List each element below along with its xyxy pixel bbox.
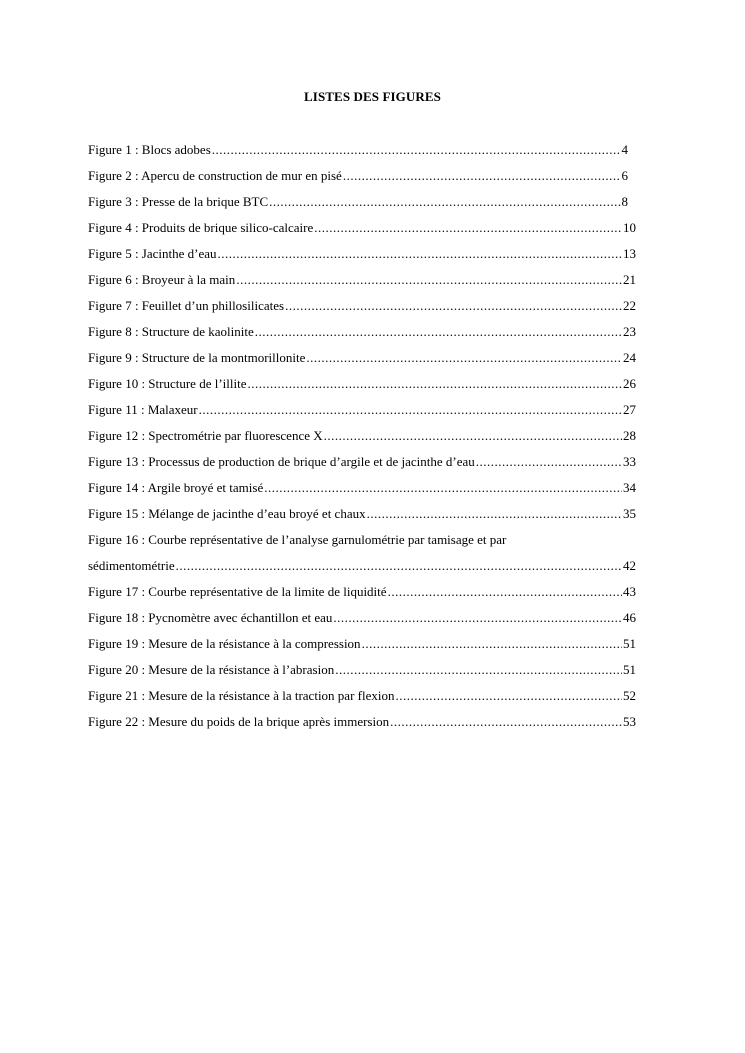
toc-entry-label: Figure 6 : Broyeur à la main <box>88 272 236 287</box>
toc-entry-figure-16[interactable] <box>88 531 636 557</box>
toc-entry-figure-16-continued[interactable] <box>88 557 636 583</box>
toc-entry-figure-21[interactable] <box>88 687 636 713</box>
toc-entry-label: Figure 17 : Courbe représentative de la limite de liquidité <box>88 584 387 599</box>
dot-leader <box>333 609 622 627</box>
toc-entry-page: 24 <box>623 350 636 365</box>
toc-entry-label: Figure 1 : Blocs adobes <box>88 142 211 157</box>
toc-entry-label: Figure 19 : Mesure de la résistance à la compression <box>88 636 361 651</box>
toc-entry-label: Figure 4 : Produits de brique silico-calcaire <box>88 220 314 235</box>
toc-entry-label-continued: sédimentométrie <box>88 558 175 573</box>
toc-entry-page: 52 <box>623 688 636 703</box>
toc-entry-page: 43 <box>623 584 636 599</box>
toc-entry-figure-8[interactable] <box>88 323 636 349</box>
dot-leader <box>236 271 622 289</box>
toc-entry-page: 51 <box>623 636 636 651</box>
toc-entry-figure-22[interactable] <box>88 713 636 739</box>
toc-entry-figure-5[interactable] <box>88 245 636 271</box>
toc-entry-figure-20[interactable] <box>88 661 636 687</box>
dot-leader <box>269 193 620 211</box>
toc-entry-label: Figure 18 : Pycnomètre avec échantillon et eau <box>88 610 333 625</box>
toc-entry-label: Figure 5 : Jacinthe d’eau <box>88 246 217 261</box>
toc-entry-figure-15[interactable] <box>88 505 636 531</box>
figure-list <box>88 141 636 739</box>
toc-entry-page: 35 <box>623 506 636 521</box>
toc-entry-label: Figure 16 : Courbe représentative de l’analyse garnulométrie par tamisage et par <box>88 532 507 547</box>
dot-leader <box>212 141 621 159</box>
toc-entry-page: 42 <box>623 558 636 573</box>
toc-entry-figure-13[interactable] <box>88 453 636 479</box>
toc-entry-label: Figure 10 : Structure de l’illite <box>88 376 247 391</box>
dot-leader <box>264 479 622 497</box>
toc-entry-figure-18[interactable] <box>88 609 636 635</box>
toc-entry-figure-17[interactable] <box>88 583 636 609</box>
dot-leader <box>255 323 622 341</box>
toc-entry-label: Figure 12 : Spectrométrie par fluorescence X <box>88 428 323 443</box>
toc-entry-page: 46 <box>623 610 636 625</box>
toc-entry-label: Figure 3 : Presse de la brique BTC <box>88 194 269 209</box>
toc-entry-page: 13 <box>623 246 636 261</box>
toc-entry-figure-9[interactable] <box>88 349 636 375</box>
dot-leader <box>343 167 621 185</box>
toc-entry-page: 53 <box>623 714 636 729</box>
dot-leader <box>390 713 622 731</box>
toc-entry-label: Figure 9 : Structure de la montmorillonite <box>88 350 306 365</box>
toc-entry-figure-11[interactable] <box>88 401 636 427</box>
toc-entry-label: Figure 8 : Structure de kaolinite <box>88 324 254 339</box>
toc-entry-page: 21 <box>623 272 636 287</box>
toc-entry-figure-4[interactable] <box>88 219 636 245</box>
dot-leader <box>306 349 622 367</box>
toc-entry-figure-3[interactable] <box>88 193 628 219</box>
dot-leader <box>199 401 622 419</box>
dot-leader <box>314 219 622 237</box>
dot-leader <box>324 427 622 445</box>
toc-entry-label: Figure 14 : Argile broyé et tamisé <box>88 480 264 495</box>
dot-leader <box>476 453 622 471</box>
toc-entry-figure-7[interactable] <box>88 297 636 323</box>
toc-entry-page: 23 <box>623 324 636 339</box>
toc-entry-label: Figure 20 : Mesure de la résistance à l’abrasion <box>88 662 335 677</box>
toc-entry-page: 4 <box>621 142 628 157</box>
toc-entry-page: 34 <box>623 480 636 495</box>
toc-entry-label: Figure 22 : Mesure du poids de la brique après immersion <box>88 714 390 729</box>
toc-entry-page: 8 <box>621 194 628 209</box>
dot-leader <box>367 505 622 523</box>
toc-entry-figure-2[interactable] <box>88 167 628 193</box>
dot-leader <box>335 661 622 679</box>
toc-entry-page: 26 <box>623 376 636 391</box>
toc-entry-page: 27 <box>623 402 636 417</box>
dot-leader <box>176 557 622 575</box>
toc-entry-label: Figure 7 : Feuillet d’un phillosilicates <box>88 298 285 313</box>
toc-entry-page: 22 <box>623 298 636 313</box>
dot-leader <box>395 687 622 705</box>
toc-entry-label: Figure 15 : Mélange de jacinthe d’eau broyé et chaux <box>88 506 366 521</box>
toc-entry-page: 28 <box>623 428 636 443</box>
toc-entry-label: Figure 13 : Processus de production de brique d’argile et de jacinthe d’eau <box>88 454 475 469</box>
toc-entry-label: Figure 2 : Apercu de construction de mur en pisé <box>88 168 342 183</box>
dot-leader <box>362 635 622 653</box>
dot-leader <box>388 583 622 601</box>
dot-leader <box>218 245 622 263</box>
page-title: LISTES DES FIGURES <box>304 89 441 104</box>
toc-entry-figure-14[interactable] <box>88 479 636 505</box>
toc-entry-figure-10[interactable] <box>88 375 636 401</box>
toc-entry-page: 51 <box>623 662 636 677</box>
toc-entry-page: 10 <box>623 220 636 235</box>
toc-entry-figure-19[interactable] <box>88 635 636 661</box>
toc-entry-label: Figure 21 : Mesure de la résistance à la traction par flexion <box>88 688 395 703</box>
toc-entry-figure-1[interactable] <box>88 141 628 167</box>
toc-entry-figure-12[interactable] <box>88 427 636 453</box>
toc-entry-label: Figure 11 : Malaxeur <box>88 402 198 417</box>
toc-entry-page: 33 <box>623 454 636 469</box>
dot-leader <box>285 297 622 315</box>
toc-entry-figure-6[interactable] <box>88 271 636 297</box>
dot-leader <box>248 375 623 393</box>
toc-entry-page: 6 <box>621 168 628 183</box>
